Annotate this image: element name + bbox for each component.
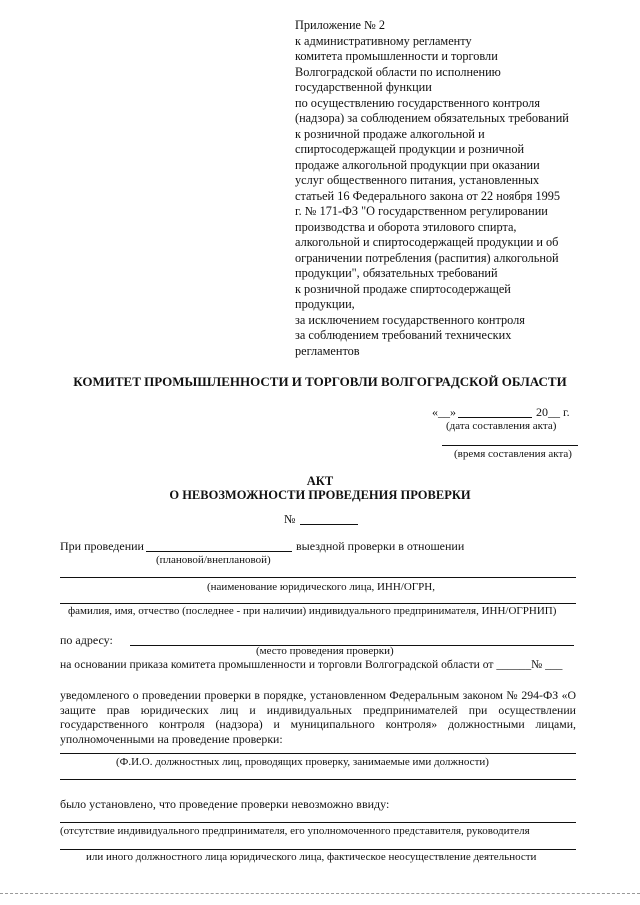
annex-line: комитета промышленности и торговли <box>295 49 498 63</box>
officials-field-2[interactable] <box>60 779 576 780</box>
person-caption: фамилия, имя, отчество (последнее - при наличии) индивидуального предпринимателя, ИНН/ОГРНИП) <box>68 605 557 617</box>
annex-line: государственной функции <box>295 80 432 94</box>
act-title: АКТ <box>306 474 334 488</box>
annex-line: (надзора) за соблюдением обязательных требований <box>295 111 569 125</box>
time-underline[interactable] <box>442 445 578 446</box>
annex-line: Приложение № 2 <box>295 18 386 32</box>
annex-line: алкогольной и спиртосодержащей продукции и об <box>295 235 559 249</box>
annex-line: регламентов <box>295 343 360 358</box>
onsite-check-label: выездной проверки в отношении <box>296 539 465 553</box>
annex-line: к административному регламенту <box>295 33 472 48</box>
date-year: 20__ г. <box>536 405 570 419</box>
entity-field[interactable] <box>60 577 576 578</box>
annex-line: услуг общественного питания, установленных <box>295 173 540 187</box>
time-caption: (время составления акта) <box>454 448 572 460</box>
notified-paragraph: уведомленого о проведении проверки в порядке, установленном Федеральным законом № 294-ФЗ «О защите прав юридических лиц и индивидуальных предпринимателей при осуществлении государственного контроля (надзора) и муниципального контроля» должностными лицами, уполномоченными на проведение проверки: <box>60 688 576 746</box>
absence-caption: (отсутствие индивидуального предпринимателя, его уполномоченного представителя, руководителя <box>60 825 530 837</box>
reason-field-2[interactable] <box>60 849 576 850</box>
annex-line: г. № 171-ФЗ "О государственном регулировании <box>295 204 548 218</box>
annex-line: продукции, <box>295 297 355 311</box>
date-caption: (дата составления акта) <box>446 420 557 432</box>
when-conducting-label: При проведении <box>60 539 144 553</box>
annex-line: к розничной продаже алкогольной и <box>295 126 485 141</box>
check-type-field[interactable] <box>146 551 292 552</box>
date-open-quote: «__» <box>432 405 456 419</box>
place-caption: (место проведения проверки) <box>256 645 394 657</box>
annex-line: продукции", обязательных требований <box>295 266 498 280</box>
reason-field[interactable] <box>60 822 576 823</box>
annex-line: к розничной продаже спиртосодержащей <box>295 281 511 296</box>
order-basis-text: на основании приказа комитета промышленности и торговли Волгоградской области от ______№ ___ <box>60 658 563 671</box>
officials-caption: (Ф.И.О. должностных лиц, проводящих проверку, занимаемые ими должности) <box>116 756 489 768</box>
annex-line: продаже алкогольной продукции при оказании <box>295 157 540 172</box>
planned-caption: (плановой/внеплановой) <box>156 554 271 566</box>
annex-line: статьей 16 Федерального закона от 22 ноября 1995 <box>295 188 561 203</box>
committee-heading: КОМИТЕТ ПРОМЫШЛЕННОСТИ И ТОРГОВЛИ ВОЛГОГРАДСКОЙ ОБЛАСТИ <box>73 374 567 389</box>
address-label: по адресу: <box>60 633 113 647</box>
annex-line: по осуществлению государственного контроля <box>295 95 540 110</box>
annex-line: за соблюдением требований технических <box>295 328 512 342</box>
annex-line: спиртосодержащей продукции и розничной <box>295 142 525 156</box>
established-text: было установлено, что проведение проверки невозможно ввиду: <box>60 797 390 811</box>
page-edge-divider <box>0 893 640 894</box>
annex-block <box>295 18 595 359</box>
act-number-sign: № <box>284 512 296 526</box>
annex-line: Волгоградской области по исполнению <box>295 64 501 79</box>
act-subtitle: О НЕВОЗМОЖНОСТИ ПРОВЕДЕНИЯ ПРОВЕРКИ <box>169 488 471 502</box>
other-official-caption: или иного должностного лица юридического лица, фактическое неосуществление деятельности <box>86 851 537 863</box>
entity-caption: (наименование юридического лица, ИНН/ОГРН, <box>207 581 435 593</box>
person-field[interactable] <box>60 603 576 604</box>
annex-line: производства и оборота этилового спирта, <box>295 219 517 234</box>
act-number-field[interactable] <box>300 524 358 525</box>
annex-line: ограничении потребления (распития) алкогольной <box>295 250 559 265</box>
annex-line: за исключением государственного контроля <box>295 312 525 327</box>
date-underline[interactable] <box>458 417 532 418</box>
officials-field[interactable] <box>60 753 576 754</box>
